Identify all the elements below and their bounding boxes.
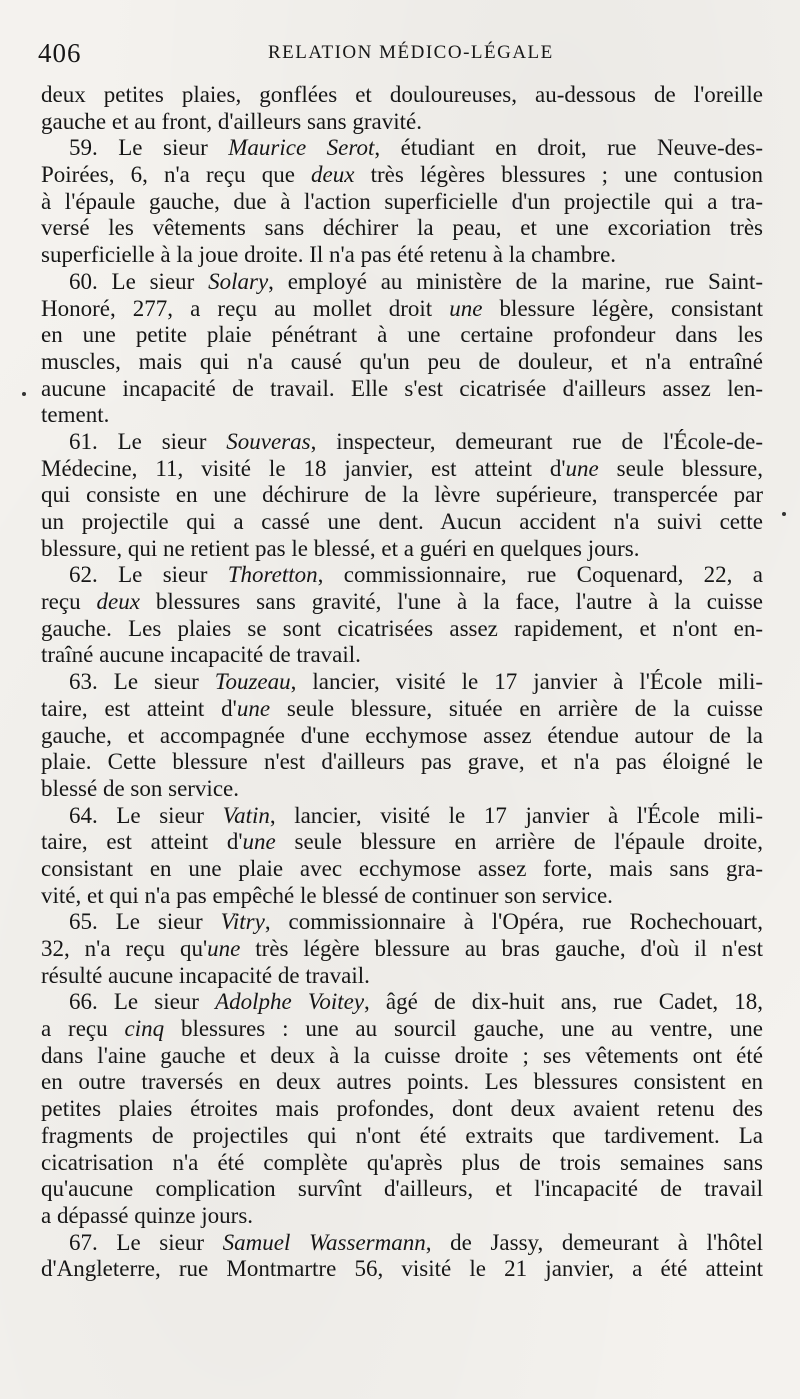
italic-text-segment: deux — [96, 589, 140, 615]
text-segment: , commissionnaire à l'Opéra, rue Rochechouart, — [264, 909, 763, 935]
text-line — [41, 936, 763, 963]
text-segment: dans l'aine gauche et deux à la cuisse droite ; ses vêtements ont été — [41, 1042, 763, 1068]
text-segment: d'Angleterre, rue Montmartre 56, visité le 21 janvier, a été atteint — [41, 1256, 763, 1282]
text-line — [41, 1230, 763, 1257]
text-line — [41, 1016, 763, 1043]
italic-text-segment: Adolphe Voitey — [215, 989, 365, 1015]
text-segment: très légère blessure au bras gauche, d'où il n'est — [240, 936, 763, 961]
text-line — [41, 322, 763, 349]
text-segment: Honoré, 277, a reçu au mollet droit — [41, 295, 450, 321]
text-segment: blessure légère, consistant — [482, 295, 763, 321]
text-segment: résulté aucune incapacité de travail. — [41, 962, 370, 988]
text-segment: 61. Le sieur — [69, 428, 227, 454]
text-line — [41, 883, 763, 910]
text-line — [41, 349, 763, 376]
text-segment: gauche, et accompagnée d'une ecchymose assez étendue autour de la — [41, 722, 763, 748]
text-segment: seule blessure, située en arrière de la cuisse — [270, 695, 763, 721]
text-line — [41, 669, 763, 696]
text-segment: blessure, qui ne retient pas le blessé, et a guéri en quelques jours. — [41, 535, 640, 561]
text-line — [41, 963, 763, 990]
text-segment: , commissionnaire, rue Coquenard, 22, a — [317, 562, 763, 588]
text-line — [41, 829, 763, 856]
text-line — [41, 696, 763, 723]
text-segment: , lancier, visité le 17 janvier à l'École mili- — [290, 669, 764, 695]
text-segment: en une petite plaie pénétrant à une certaine profondeur dans les — [41, 322, 763, 348]
italic-text-segment: Thoretton — [227, 562, 318, 588]
text-line — [41, 509, 763, 536]
text-segment: blessé de son service. — [41, 775, 239, 801]
text-line — [41, 109, 763, 136]
text-line — [41, 989, 763, 1016]
italic-text-segment: Touzeau — [214, 669, 291, 695]
running-title: RELATION MÉDICO-LÉGALE — [268, 42, 554, 63]
text-line — [41, 616, 763, 643]
text-segment: traîné aucune incapacité de travail. — [41, 642, 361, 668]
italic-text-segment: Vatin — [222, 802, 270, 828]
text-line — [41, 1256, 763, 1283]
text-segment: consistant en une plaie avec ecchymose assez forte, mais sans gra- — [41, 855, 763, 881]
text-segment: seule blessure en arrière de l'épaule droite, — [275, 829, 764, 855]
text-line — [41, 723, 763, 750]
text-segment: blessures : une au sourcil gauche, une au ventre, une — [164, 1016, 763, 1042]
text-segment: , de Jassy, demeurant à l'hôtel — [425, 1229, 763, 1255]
text-line — [41, 242, 763, 269]
text-segment: 66. Le sieur — [69, 989, 216, 1015]
text-segment: qui consiste en une déchirure de la lèvre supérieure, transpercée par — [41, 482, 763, 508]
text-line — [41, 1096, 763, 1123]
text-line — [41, 776, 763, 803]
text-line — [41, 1203, 763, 1230]
text-segment: plaie. Cette blessure n'est d'ailleurs pas grave, et n'a pas éloigné le — [41, 749, 763, 775]
text-segment: 67. Le sieur — [69, 1229, 223, 1255]
text-line — [41, 1069, 763, 1096]
italic-text-segment: une — [207, 936, 241, 961]
text-segment: à l'épaule gauche, due à l'action superficielle d'un projectile qui a tra- — [41, 188, 763, 214]
text-line — [41, 402, 763, 429]
text-line — [41, 536, 763, 563]
italic-text-segment: Samuel Wassermann — [222, 1229, 426, 1255]
italic-text-segment: deux — [311, 162, 355, 188]
margin-mark — [782, 512, 786, 516]
text-segment: deux petites plaies, gonflées et douloureuses, au-dessous de l'oreille — [41, 82, 763, 107]
italic-text-segment: Maurice Serot — [228, 135, 375, 161]
text-segment: 59. Le sieur — [69, 135, 229, 161]
text-line — [41, 429, 763, 456]
text-line — [41, 376, 763, 403]
italic-text-segment: une — [242, 829, 276, 855]
text-segment: a reçu — [41, 1016, 125, 1042]
text-segment: gauche. Les plaies se sont cicatrisées assez rapidement, et n'ont en- — [41, 615, 763, 641]
text-segment: superficielle à la joue droite. Il n'a pas été retenu à la chambre. — [41, 242, 617, 268]
body-text — [41, 82, 763, 1283]
text-segment: fragments de projectiles qui n'ont été extraits que tardivement. La — [41, 1122, 763, 1148]
text-line — [41, 135, 763, 162]
text-segment: gauche et au front, d'ailleurs sans gravité. — [41, 108, 422, 134]
text-segment: blessures sans gravité, l'une à la face, l'autre à la cuisse — [139, 589, 764, 615]
text-segment: taire, est atteint d' — [41, 695, 237, 721]
text-segment: Poirées, 6, n'a reçu que — [41, 162, 312, 188]
text-line — [41, 562, 763, 589]
text-segment: 63. Le sieur — [69, 669, 215, 695]
text-segment: Médecine, 11, visité le 18 janvier, est atteint d' — [41, 455, 566, 481]
text-segment: 60. Le sieur — [69, 268, 209, 294]
text-line — [41, 856, 763, 883]
italic-text-segment: une — [236, 695, 271, 721]
text-line — [41, 803, 763, 830]
italic-text-segment: cinq — [124, 1016, 165, 1042]
text-line — [41, 189, 763, 216]
text-segment: , lancier, visité le 17 janvier à l'École mili- — [269, 802, 764, 828]
text-segment: , étudiant en droit, rue Neuve-des- — [374, 135, 763, 161]
text-segment: 62. Le sieur — [69, 562, 228, 588]
text-segment: taire, est atteint d' — [41, 829, 243, 855]
text-segment: 64. Le sieur — [69, 802, 223, 828]
text-line — [41, 296, 763, 323]
text-segment: , employé au ministère de la marine, rue Saint- — [268, 268, 763, 294]
page-header — [38, 38, 768, 74]
text-line — [41, 1123, 763, 1150]
text-line — [41, 1150, 763, 1177]
text-segment: tement. — [41, 402, 110, 428]
text-line — [41, 215, 763, 242]
text-segment: 65. Le sieur — [69, 909, 221, 935]
page-number: 406 — [38, 38, 82, 68]
text-segment: qu'aucune complication survînt d'ailleurs, et l'incapacité de travail — [41, 1176, 763, 1202]
text-segment: 32, n'a reçu qu' — [41, 936, 208, 961]
text-line — [41, 642, 763, 669]
text-segment: vité, et qui n'a pas empêché le blessé de continuer son service. — [41, 882, 613, 908]
text-segment: un projectile qui a cassé une dent. Aucun accident n'a suivi cette — [41, 509, 763, 534]
text-line — [41, 589, 763, 616]
text-line — [41, 162, 763, 189]
text-segment: cicatrisation n'a été complète qu'après plus de trois semaines sans — [41, 1149, 763, 1175]
italic-text-segment: une — [565, 455, 599, 481]
text-segment: muscles, mais qui n'a causé qu'un peu de douleur, et n'a entraîné — [41, 348, 763, 374]
text-segment: aucune incapacité de travail. Elle s'est cicatrisée d'ailleurs assez len- — [41, 375, 763, 401]
italic-text-segment: Souveras — [226, 428, 311, 454]
italic-text-segment: une — [449, 295, 483, 321]
italic-text-segment: Vitry — [220, 909, 265, 935]
italic-text-segment: Solary — [208, 268, 269, 294]
text-line — [41, 749, 763, 776]
text-segment: en outre traversés en deux autres points. Les blessures consistent en — [41, 1069, 763, 1095]
text-line — [41, 1043, 763, 1070]
text-segment: seule blessure, — [598, 455, 763, 481]
text-segment: a dépassé quinze jours. — [41, 1202, 254, 1228]
text-segment: , âgé de dix-huit ans, rue Cadet, 18, — [364, 989, 763, 1015]
text-line — [41, 456, 763, 483]
text-line — [41, 269, 763, 296]
text-line — [41, 1176, 763, 1203]
text-line — [41, 82, 763, 109]
text-segment: reçu — [41, 589, 97, 615]
text-line — [41, 909, 763, 936]
text-line — [41, 482, 763, 509]
text-segment: très légères blessures ; une contusion — [354, 162, 763, 188]
text-segment: versé les vêtements sans déchirer la peau, et une excoriation très — [41, 215, 763, 241]
margin-mark — [22, 392, 26, 396]
text-segment: , inspecteur, demeurant rue de l'École-de- — [310, 428, 763, 454]
text-segment: petites plaies étroites mais profondes, dont deux avaient retenu des — [41, 1096, 763, 1122]
